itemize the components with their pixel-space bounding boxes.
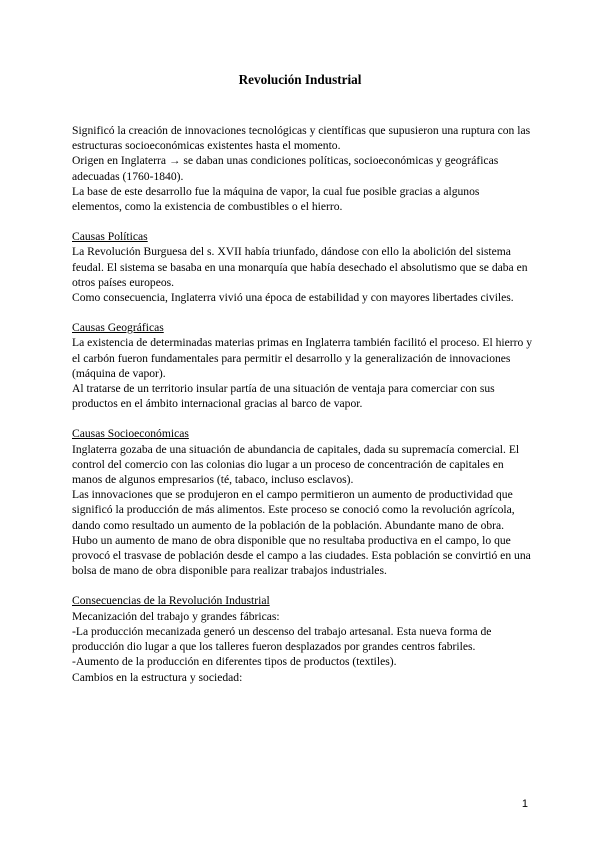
section-paragraph: Cambios en la estructura y sociedad:	[72, 670, 243, 684]
section-heading: Causas Socioeconómicas	[72, 427, 189, 441]
page-number: 1	[521, 798, 528, 810]
section-heading: Causas Geográficas	[72, 321, 164, 335]
section-heading: Causas Políticas	[72, 230, 148, 244]
section-paragraph: La existencia de determinadas materias primas en Inglaterra también facilitó el proceso. El hierro y el carbón fueron fundamentales para permitir el desarrollo y la generalización de innovaciones (máquina de vapor).	[72, 336, 533, 380]
section-consecuencias	[72, 593, 532, 684]
section-paragraph: -La producción mecanizada generó un descenso del trabajo artesanal. Esta nueva forma de producción dio lugar a que los talleres fueron desplazados por grandes centros fabriles.	[72, 624, 492, 654]
section-paragraph: Mecanización del trabajo y grandes fábricas:	[72, 609, 280, 623]
intro-paragraph: La base de este desarrollo fue la máquina de vapor, la cual fue posible gracias a algunos elementos, como la existencia de combustibles o el hierro.	[72, 184, 480, 214]
section-paragraph: Como consecuencia, Inglaterra vivió una época de estabilidad y con mayores libertades civiles.	[72, 291, 514, 305]
section-causas-geograficas	[72, 320, 532, 411]
section-paragraph: -Aumento de la producción en diferentes tipos de productos (textiles).	[72, 655, 397, 669]
section-paragraph: Al tratarse de un territorio insular partía de una situación de ventaja para comerciar con sus productos en el ámbito internacional gracias al barco de vapor.	[72, 382, 495, 411]
intro-paragraph: Origen en Inglaterra → se daban unas condiciones políticas, socioeconómicas y geográficas adecuadas (1760-1840).	[72, 154, 499, 183]
section-paragraph: Las innovaciones que se produjeron en el campo permitieron un aumento de productividad que significó la producción de más alimentos. Este proceso se conoció como la revolución agrícola, dando como resultado un aumento de la población de la población. Abundante mano de obra.	[72, 488, 515, 532]
section-causas-politicas	[72, 229, 532, 305]
document-body	[72, 123, 532, 685]
document-title: Revolución Industrial	[238, 72, 362, 87]
intro-paragraph: Significó la creación de innovaciones tecnológicas y científicas que supusieron una ruptura con las estructuras socioeconómicas existentes hasta el momento.	[72, 124, 531, 153]
section-paragraph: Hubo un aumento de mano de obra disponible que no resultaba productiva en el campo, lo que provocó el trasvase de población desde el campo a las ciudades. Esta población se convirtió en una bolsa de mano de obra disponible para realizar trabajos industriales.	[72, 533, 531, 578]
section-heading: Consecuencias de la Revolución Industrial	[72, 594, 270, 608]
section-paragraph: Inglaterra gozaba de una situación de abundancia de capitales, dada su supremacía comercial. El control del comercio con las colonias dio lugar a un proceso de concentración de capitales en manos de algunos empresarios (té, tabaco, incluso esclavos).	[72, 442, 520, 487]
section-paragraph: La Revolución Burguesa del s. XVII había triunfado, dándose con ello la abolición del sistema feudal. El sistema se basaba en una monarquía que había desechado el absolutismo que se daba en otros países europeos.	[72, 245, 528, 289]
section-causas-socioeconomicas	[72, 426, 532, 578]
